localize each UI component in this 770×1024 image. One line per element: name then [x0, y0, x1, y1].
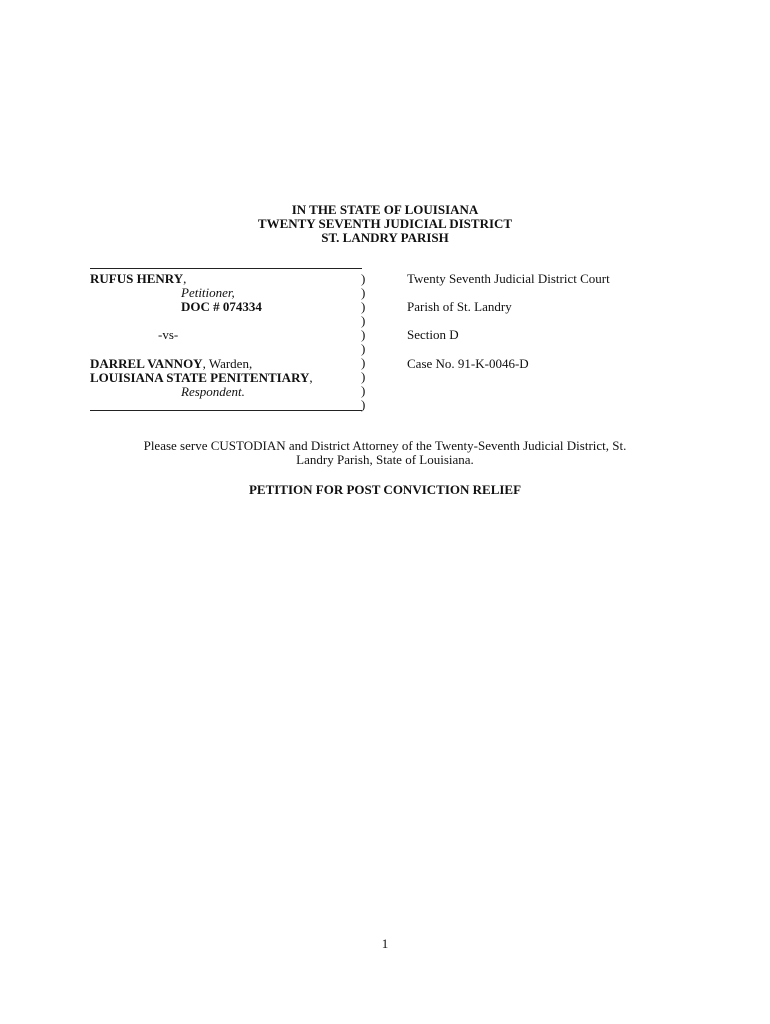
paren: )	[361, 397, 366, 412]
court-header	[0, 203, 770, 245]
paren: )	[361, 355, 366, 370]
paren: )	[361, 313, 366, 328]
respondent-role: Respondent.	[181, 384, 245, 399]
page-number: 1	[381, 936, 389, 951]
caption-top-rule	[90, 268, 362, 269]
paren: )	[361, 383, 366, 398]
service-line-1: Please serve CUSTODIAN and District Attorney of the Twenty-Seventh Judicial District, St.	[143, 438, 627, 453]
paren: )	[361, 271, 366, 286]
header-line-state: IN THE STATE OF LOUISIANA	[291, 202, 479, 217]
institution-name: LOUISIANA STATE PENITENTIARY	[90, 370, 310, 385]
service-instruction	[0, 439, 770, 467]
court-name: Twenty Seventh Judicial District Court	[407, 271, 610, 286]
section-label: Section D	[407, 327, 459, 342]
caption-bottom-rule	[90, 410, 362, 411]
service-line-2: Landry Parish, State of Louisiana.	[296, 452, 474, 467]
parish-name: Parish of St. Landry	[407, 299, 512, 314]
header-line-parish: ST. LANDRY PARISH	[321, 230, 449, 245]
paren: )	[361, 369, 366, 384]
caption-paren-column	[361, 272, 371, 412]
respondent-name: DARREL VANNOY	[90, 356, 203, 371]
paren: )	[361, 327, 366, 342]
case-number: Case No. 91-K-0046-D	[407, 356, 529, 371]
petitioner-role: Petitioner,	[181, 285, 235, 300]
paren: )	[361, 299, 366, 314]
petitioner-line	[90, 272, 186, 286]
petitioner-name: RUFUS HENRY	[90, 271, 184, 286]
document-title: PETITION FOR POST CONVICTION RELIEF	[248, 482, 522, 497]
versus-label: -vs-	[158, 327, 179, 342]
institution-comma: ,	[309, 370, 313, 385]
paren: )	[361, 285, 366, 300]
doc-number: DOC # 074334	[181, 299, 262, 314]
institution-line	[90, 371, 313, 385]
petitioner-comma: ,	[183, 271, 187, 286]
respondent-title: , Warden,	[202, 356, 253, 371]
header-line-district: TWENTY SEVENTH JUDICIAL DISTRICT	[257, 216, 513, 231]
respondent-line	[90, 357, 252, 371]
paren: )	[361, 341, 366, 356]
